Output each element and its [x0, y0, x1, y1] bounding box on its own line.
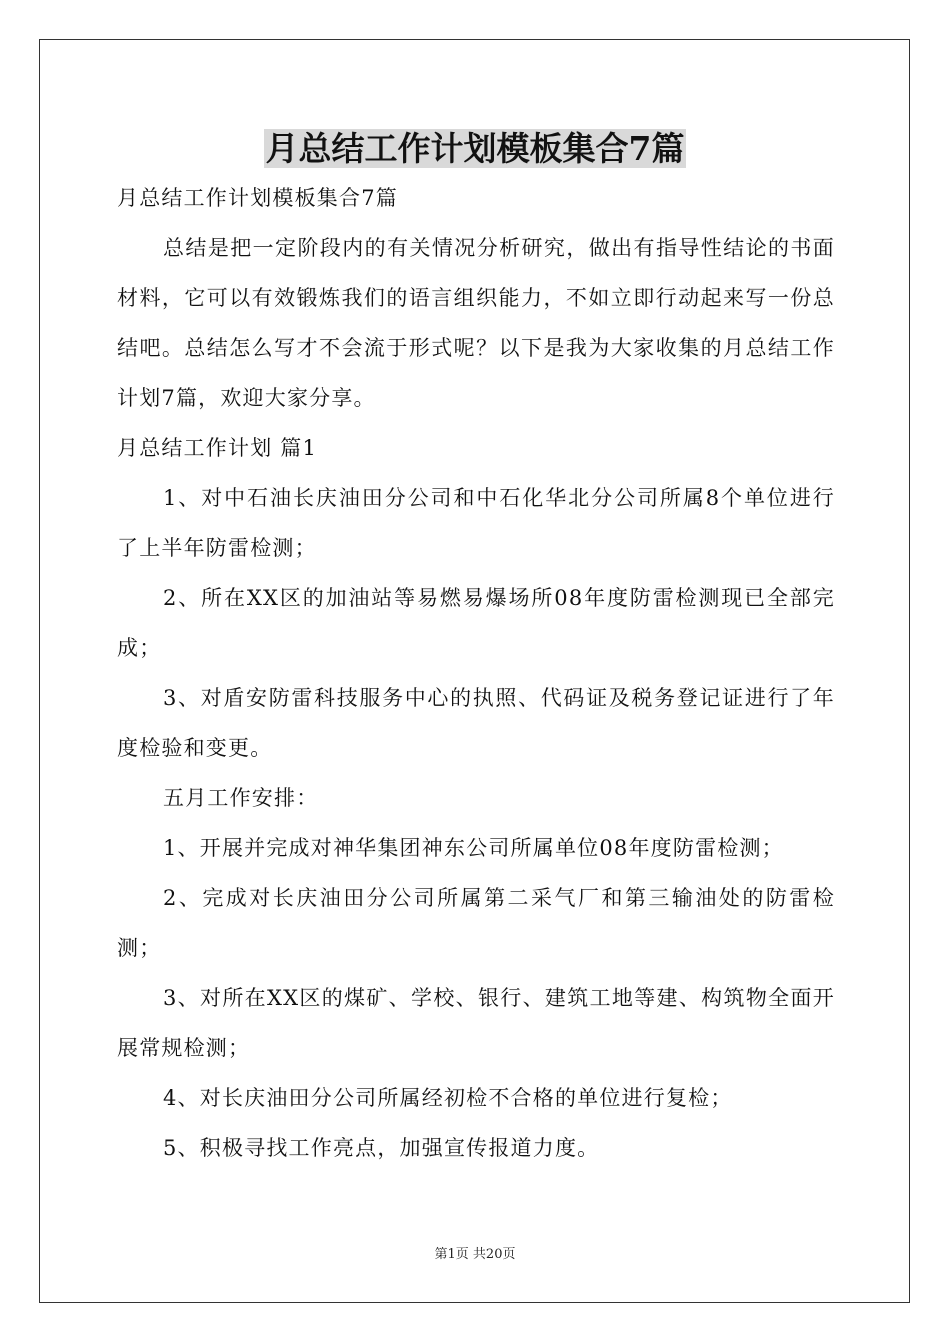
section-heading: 月总结工作计划 篇1 [117, 436, 318, 460]
list-item: 3、对盾安防雷科技服务中心的执照、代码证及税务登记证进行了年度检验和变更。 [117, 686, 835, 760]
list-item: 3、对所在XX区的煤矿、学校、银行、建筑工地等建、构筑物全面开展常规检测； [117, 986, 835, 1060]
document-title [0, 128, 950, 170]
list-item: 2、完成对长庆油田分公司所属第二采气厂和第三输油处的防雷检测； [117, 886, 835, 960]
document-title-text: 月总结工作计划模板集合7篇 [265, 129, 685, 168]
paragraph-subtitle: 月总结工作计划模板集合7篇 [117, 186, 398, 210]
list-item: 1、对中石油长庆油田分公司和中石化华北分公司所属8个单位进行了上半年防雷检测； [117, 486, 835, 560]
list-item: 4、对长庆油田分公司所属经初检不合格的单位进行复检； [163, 1086, 733, 1110]
list-item: 2、所在XX区的加油站等易燃易爆场所08年度防雷检测现已全部完成； [117, 586, 835, 660]
list-item: 5、积极寻找工作亮点，加强宣传报道力度。 [163, 1136, 600, 1160]
list-item: 1、开展并完成对神华集团神东公司所属单位08年度防雷检测； [163, 836, 784, 860]
page-footer: 第1页 共20页 [434, 1247, 516, 1262]
sub-heading: 五月工作安排： [163, 786, 319, 810]
paragraph-intro: 总结是把一定阶段内的有关情况分析研究，做出有指导性结论的书面材料，它可以有效锻炼我们的语言组织能力，不如立即行动起来写一份总结吧。总结怎么写才不会流于形式呢？以下是我为大家收集的月总结工作计划7篇，欢迎大家分享。 [117, 236, 835, 410]
